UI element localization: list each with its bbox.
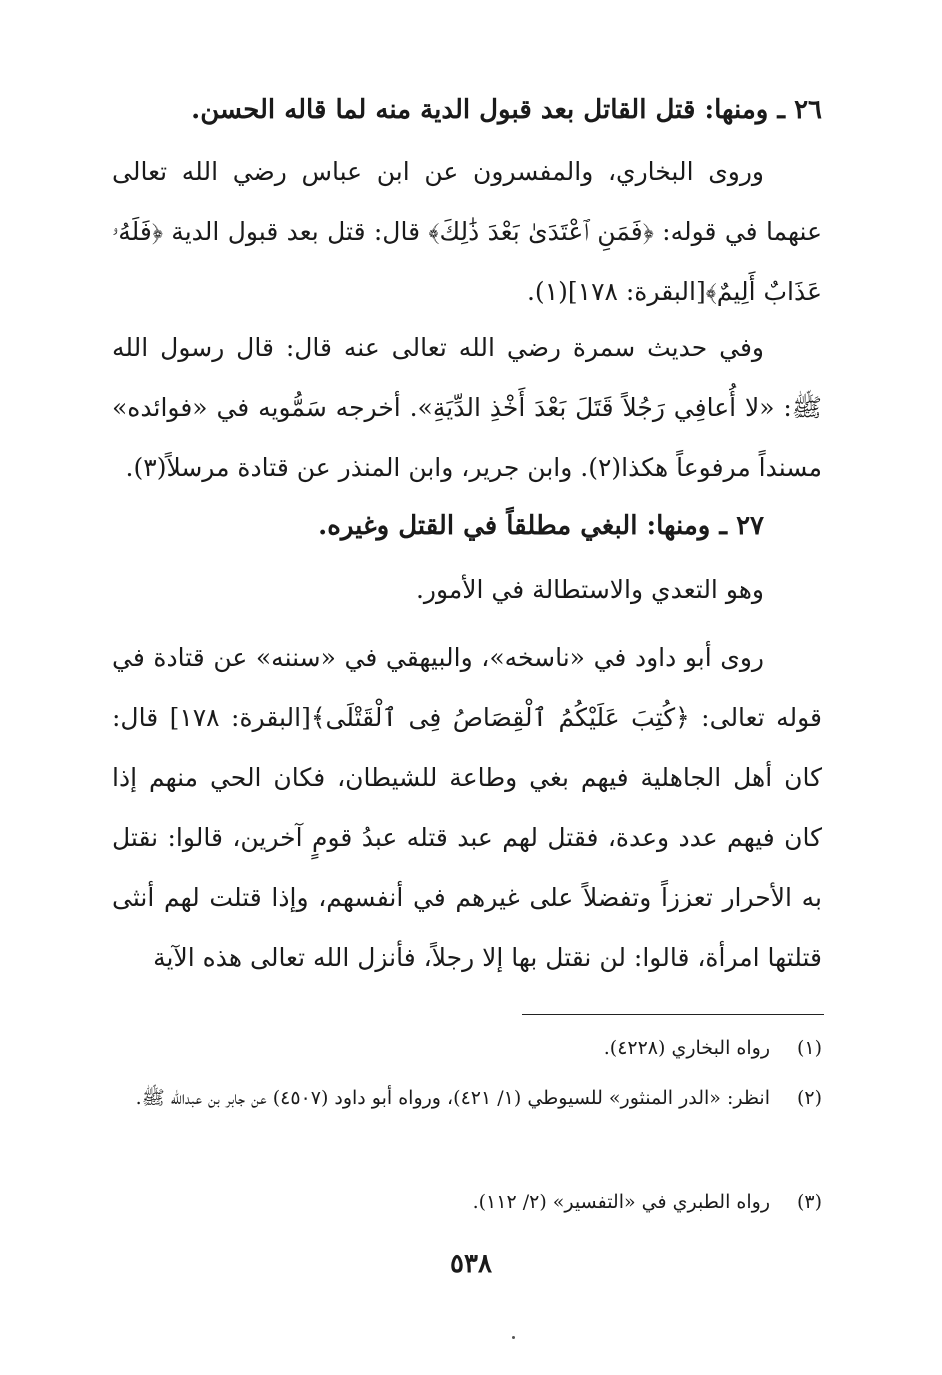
- footnote-number: (٢): [796, 1087, 822, 1109]
- paragraph-bukhari-narration: وروى البخاري، والمفسرون عن ابن عباس رضي الله تعالى عنهما في قوله: ﴿فَمَنِ ٱعْتَدَىٰ بَعْدَ ذَٰلِكَ﴾ قال: قتل بعد قبول الدية ﴿فَلَهُۥ عَذَابٌ أَلِيمٌ﴾[البقرة: ١٧٨](١).: [112, 157, 822, 306]
- footnote-3: [112, 1180, 822, 1224]
- footnote-1: [112, 1026, 822, 1070]
- footnote-text: انظر: «الدر المنثور» للسيوطي (١/ ٤٢١)، ورواه أبو داود (٤٥٠٧) عن جابر بن عبدالله ﷺ.: [135, 1087, 770, 1109]
- paragraph-samura-hadith: وفي حديث سمرة رضي الله تعالى عنه قال: قال رسول الله ﷺ: «لا أُعافِي رَجُلاً قَتَلَ بَعْدَ أَخْذِ الدِّيَةِ». أخرجه سَمُّويه في «فوائده» مسنداً مرفوعاً هكذا(٢). وابن جرير، وابن المنذر عن قتادة مرسلاً(٣).: [112, 333, 822, 482]
- footnote-separator: [522, 1014, 824, 1015]
- scan-speck: [512, 1336, 515, 1339]
- paragraph-definition: وهو التعدي والاستطالة في الأمور.: [415, 575, 764, 604]
- section-heading-27: ٢٧ ـ ومنها: البغي مطلقاً في القتل وغيره.: [318, 511, 764, 541]
- footnote-2: [112, 1076, 822, 1120]
- footnote-text: رواه الطبري في «التفسير» (٢/ ١١٢).: [472, 1191, 770, 1213]
- footnote-number: (١): [796, 1037, 822, 1059]
- footnote-text: رواه البخاري (٤٢٢٨).: [603, 1037, 770, 1059]
- footnote-number: (٣): [796, 1191, 822, 1213]
- paragraph-abu-dawud-narration: روى أبو داود في «ناسخه»، والبيهقي في «سننه» عن قتادة في قوله تعالى: ﴿كُتِبَ عَلَيْكُمُ ٱلْقِصَاصُ فِى ٱلْقَتْلَى﴾[البقرة: ١٧٨] قال: كان أهل الجاهلية فيهم بغي وطاعة للشيطان، فكان الحي منهم إذا كان فيهم عدد وعدة، فقتل لهم عبد قتله عبدُ قومٍ آخرين، قالوا: نقتل به الأحرار تعززاً وتفضلاً على غيرهم في أنفسهم، وإذا قتلت لهم أنثى قتلتها امرأة، قالوا: لن نقتل بها إلا رجلاً، فأنزل الله تعالى هذه الآية: [112, 643, 822, 972]
- section-heading-26: ٢٦ ـ ومنها: قتل القاتل بعد قبول الدية منه لما قاله الحسن.: [191, 95, 822, 125]
- page-number: ٥٣٨: [450, 1249, 492, 1279]
